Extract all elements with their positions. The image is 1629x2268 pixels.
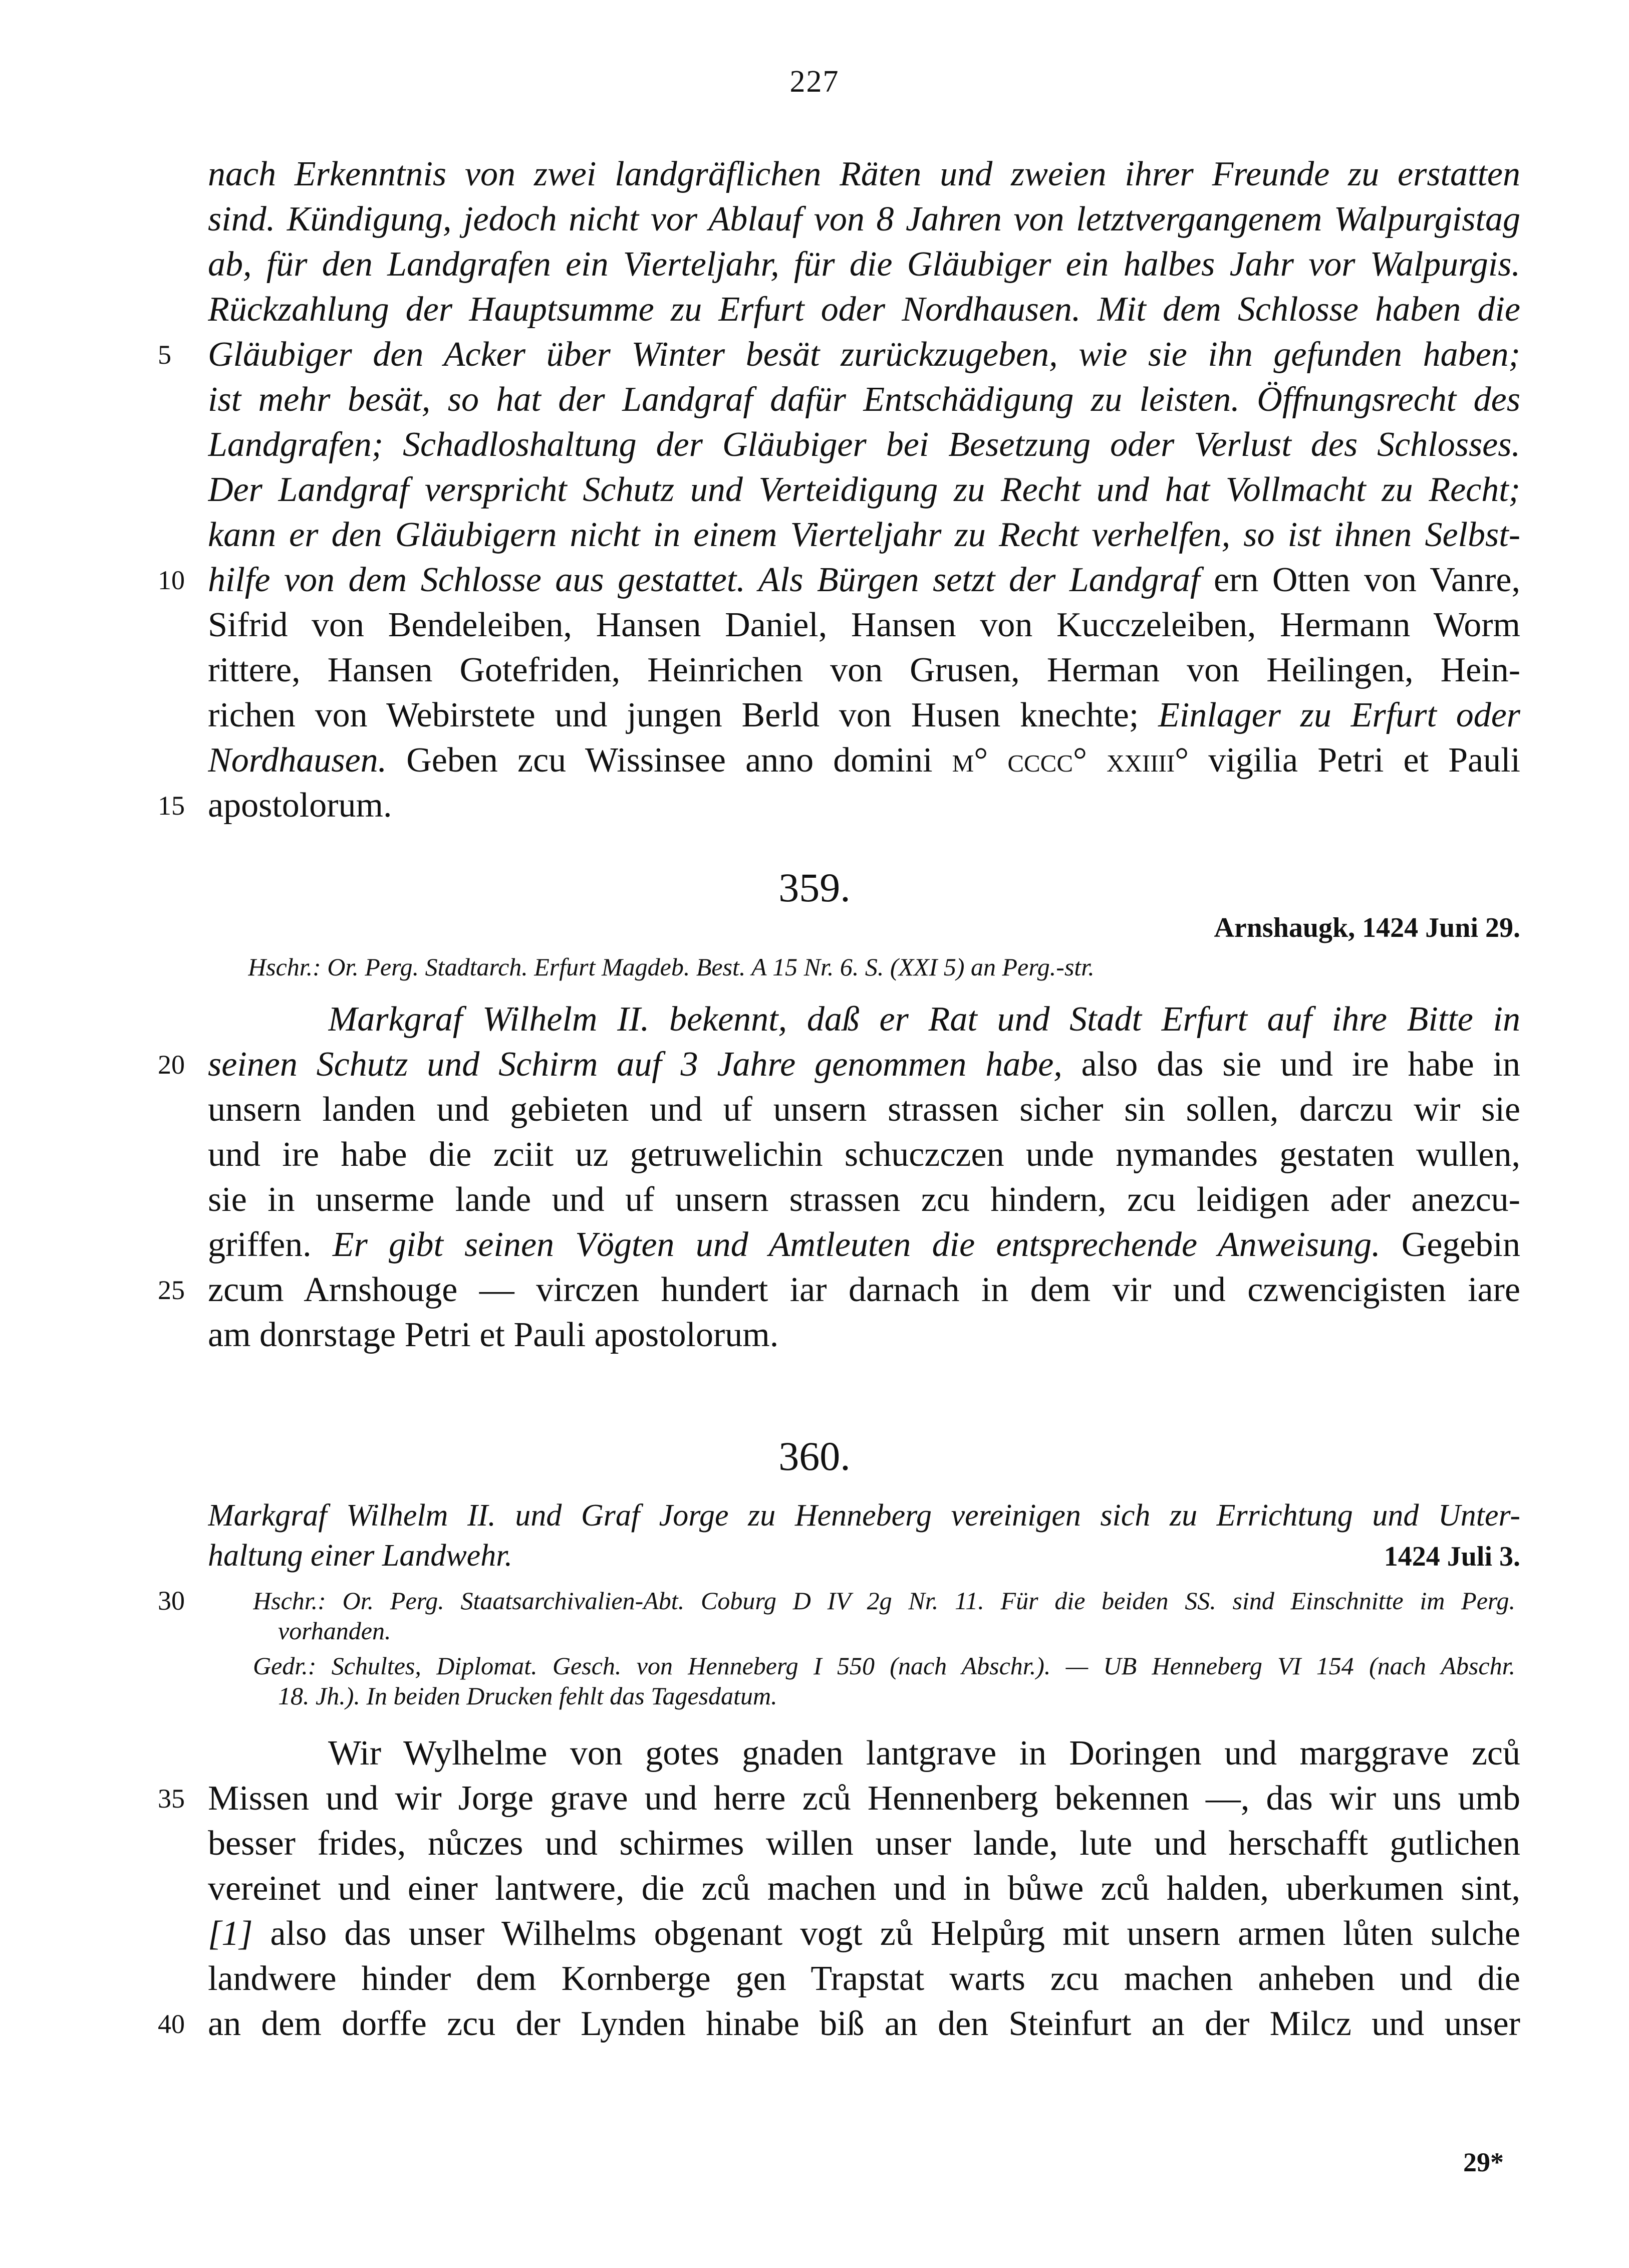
text-segment: also das unser Wilhelms obgenant vogt zů Helpůrg mit unsern armen lůten sulche [252, 1914, 1520, 1953]
document-number: 360. [778, 1433, 851, 1479]
text-line [208, 1087, 1520, 1132]
place-date: Arnshaugk, 1424 Juni 29. [1214, 912, 1520, 943]
signature-mark: 29* [1463, 2147, 1504, 2177]
text-line [208, 693, 1520, 738]
italic-segment: sind. Kündigung, jedoch nicht vor Ablauf von 8 Jahren von letztvergangenem Walpurgistag [208, 200, 1520, 238]
line-number: 40 [158, 2009, 185, 2039]
text-line [208, 332, 1520, 377]
text-segment: vereinet und einer lantwere, die zců machen und in bůwe zců halden, uberkumen sint, [208, 1869, 1520, 1908]
italic-segment: seinen Schutz und Schirm auf 3 Jahre genommen habe, [208, 1045, 1062, 1084]
print-note: Gedr.: Schultes, Diplomat. Gesch. von Henneberg I 550 (nach Abschr.). — UB Henneberg VI 154 (nach Abschr. [253, 1652, 1515, 1680]
text-line [208, 513, 1520, 558]
text-segment: an dem dorffe zcu der Lynden hinabe biß an den Steinfurt an der Milcz und unser [208, 2004, 1520, 2043]
text-segment: sie in unserme lande und uf unsern strassen zcu hindern, zcu leidigen ader anezcu- [208, 1180, 1520, 1219]
text-segment: landwere hinder dem Kornberge gen Trapstat warts zcu machen anheben und die [208, 1959, 1520, 1998]
text-segment: Sifrid von Bendeleiben, Hansen Daniel, Hansen von Kucczeleiben, Hermann Worm [208, 606, 1520, 644]
source-note: vorhanden. [278, 1617, 391, 1645]
text-line [208, 152, 1520, 197]
text-segment: Gegebin [1380, 1225, 1520, 1264]
text-line [328, 997, 1520, 1042]
text-line [208, 242, 1520, 287]
text-line [208, 1956, 1520, 2001]
text-line [208, 1268, 1520, 1313]
line-number: 5 [158, 340, 171, 370]
regest-line: haltung einer Landwehr. [208, 1539, 512, 1573]
text-segment: m° cccc° xxiiii° [952, 741, 1189, 780]
text-line [208, 1776, 1520, 1821]
print-note: 18. Jh.). In beiden Drucken fehlt das Tagesdatum. [278, 1682, 777, 1710]
text-line [208, 1132, 1520, 1177]
text-line [208, 1821, 1520, 1866]
text-segment: rittere, Hansen Gotefriden, Heinrichen von Grusen, Herman von Heilingen, Hein- [208, 651, 1520, 689]
italic-segment: ist mehr besät, so hat der Landgraf dafür Entschädigung zu leisten. Öffnungsrecht des [208, 380, 1520, 419]
text-line [208, 467, 1520, 513]
italic-segment: Gläubiger den Acker über Winter besät zurückzugeben, wie sie ihn gefunden haben; [208, 335, 1520, 374]
text-line [208, 648, 1520, 693]
text-segment: richen von Webirstete und jungen Berld von Husen knechte; [208, 696, 1159, 734]
italic-segment: Markgraf Wilhelm II. bekennt, daß er Rat und Stadt Erfurt auf ihre Bitte in [328, 1000, 1520, 1039]
text-segment: am donrstage Petri et Pauli apostolorum. [208, 1316, 779, 1354]
italic-segment: Landgrafen; Schadloshaltung der Gläubiger bei Besetzung oder Verlust des Schlosses. [208, 425, 1520, 464]
italic-segment: Einlager zu Erfurt oder [1158, 696, 1520, 734]
source-note: Hschr.: Or. Perg. Stadtarch. Erfurt Magdeb. Best. A 15 Nr. 6. S. (XXI 5) an Perg.-str. [248, 953, 1095, 981]
text-line [208, 738, 1520, 783]
text-line [208, 1911, 1520, 1956]
text-line [208, 422, 1520, 467]
line-number: 15 [158, 791, 185, 821]
text-segment: und ire habe die zciit uz getruwelichin schuczczen unde nymandes gestaten wullen, [208, 1135, 1520, 1174]
text-line [208, 197, 1520, 242]
text-line [208, 377, 1520, 422]
text-line [208, 783, 1520, 828]
line-number: 20 [158, 1050, 185, 1080]
text-segment: Geben zcu Wissinsee anno domini [387, 741, 952, 780]
document-number: 359. [778, 865, 851, 910]
text-segment: vigilia Petri et Pauli [1189, 741, 1520, 780]
text-segment: besser frides, nůczes und schirmes willen unser lande, lute und herschafft gutlichen [208, 1824, 1520, 1863]
italic-segment: Der Landgraf verspricht Schutz und Verteidigung zu Recht und hat Vollmacht zu Recht; [208, 470, 1520, 509]
text-line [208, 1042, 1520, 1087]
text-segment: unsern landen und gebieten und uf unsern strassen sicher sin sollen, darczu wir sie [208, 1090, 1520, 1129]
document-date: 1424 Juli 3. [1384, 1541, 1520, 1572]
line-number: 30 [158, 1586, 185, 1616]
regest-line: Markgraf Wilhelm II. und Graf Jorge zu Henneberg vereinigen sich zu Errichtung und Unter- [208, 1498, 1520, 1533]
italic-segment: Er gibt seinen Vögten und Amtleuten die entsprechende Anweisung. [332, 1225, 1381, 1264]
italic-segment: nach Erkenntnis von zwei landgräflichen Räten und zweien ihrer Freunde zu erstatten [208, 155, 1520, 193]
italic-segment: ab, für den Landgrafen ein Vierteljahr, für die Gläubiger ein halbes Jahr vor Walpurgis. [208, 245, 1520, 284]
text-line [328, 1731, 1520, 1776]
text-segment: ern Otten von Vanre, [1200, 561, 1520, 599]
italic-segment: Rückzahlung der Hauptsumme zu Erfurt oder Nordhausen. Mit dem Schlosse haben die [208, 290, 1520, 329]
line-number: 10 [158, 565, 185, 595]
text-segment: griffen. [208, 1225, 333, 1264]
italic-segment: kann er den Gläubigern nicht in einem Vierteljahr zu Recht verhelfen, so ist ihnen Selbst- [208, 516, 1520, 554]
text-line [208, 2001, 1520, 2047]
text-line [208, 603, 1520, 648]
text-segment: Wir Wylhelme von gotes gnaden lantgrave in Doringen und marggrave zců [328, 1734, 1520, 1773]
source-note: Hschr.: Or. Perg. Staatsarchivalien-Abt. Coburg D IV 2g Nr. 11. Für die beiden SS. sind Einschnitte im Perg. [253, 1587, 1515, 1615]
text-segment: zcum Arnshouge — virczen hundert iar darnach in dem vir und czwencigisten iare [208, 1271, 1520, 1309]
text-line [208, 287, 1520, 332]
italic-segment: Nordhausen. [208, 741, 387, 780]
text-line [208, 558, 1520, 603]
text-segment: also das sie und ire habe in [1062, 1045, 1520, 1084]
page-number: 227 [789, 65, 840, 99]
text-segment: apostolorum. [208, 786, 392, 825]
text-line [208, 1222, 1520, 1268]
italic-segment: hilfe von dem Schlosse aus gestattet. Als Bürgen setzt der Landgraf [208, 561, 1200, 599]
text-segment: Missen und wir Jorge grave und herre zců Hennenberg bekennen —, das wir uns umb [208, 1779, 1520, 1818]
italic-segment: [1] [208, 1914, 253, 1953]
line-number: 25 [158, 1275, 185, 1305]
text-line [208, 1866, 1520, 1911]
text-line [208, 1177, 1520, 1222]
text-line [208, 1313, 1520, 1358]
line-number: 35 [158, 1784, 185, 1814]
